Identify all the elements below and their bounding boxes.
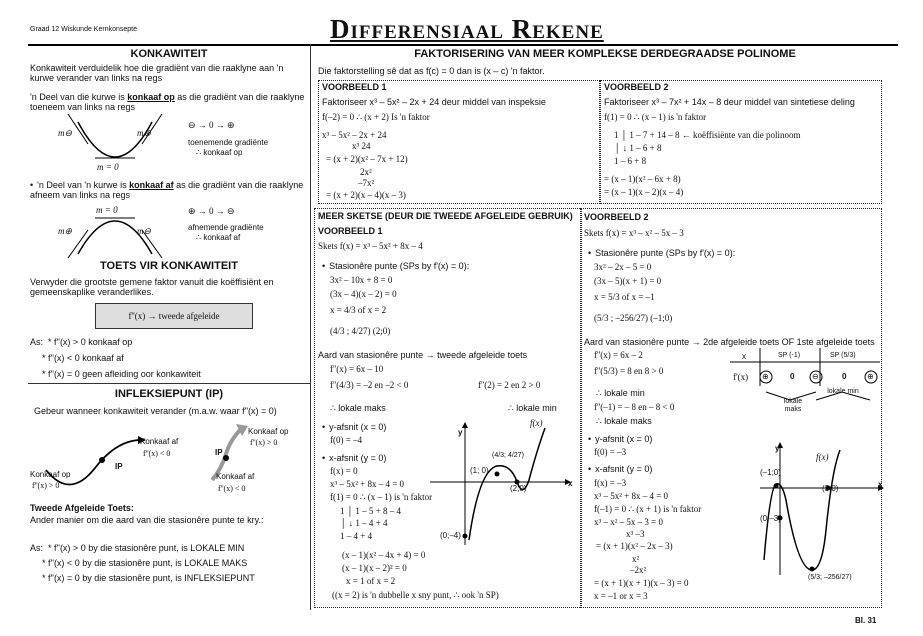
graph2-p4: (5/3; –256/27) xyxy=(808,574,852,581)
toets-as: As: xyxy=(30,337,44,347)
tbl-h2: SP (5/3) xyxy=(830,352,856,359)
tbl-c2: 0 xyxy=(790,372,795,381)
fakt-v2-l2: f(1) = 0 ∴ (x – 1) is 'n faktor xyxy=(604,112,707,122)
konkawiteit-title: KONKAWITEIT xyxy=(130,48,208,60)
tbl-r0: f'(x) xyxy=(733,372,749,382)
skets-v1-l16: 1 │ 1 – 5 + 8 – 4 xyxy=(340,506,401,516)
skets-v2-l16: f(–1) = 0 ∴ (x + 1) is 'n faktor xyxy=(594,504,702,514)
skets-v2-l14: f(x) = –3 xyxy=(594,478,627,488)
m-zero-label-2: m = 0 xyxy=(96,205,118,215)
tbl-c5: ⊕ xyxy=(867,372,874,381)
fakt-v1-l6: 2x² xyxy=(360,167,372,177)
fakt-v1-l2: f(–2) = 0 ∴ (x + 2) Is 'n faktor xyxy=(322,112,430,122)
gradient-sequence-up: ⊖ → 0 → ⊕ xyxy=(188,120,235,130)
tbl-lk1: lokale maks xyxy=(783,398,803,414)
skets-v2-l19: = (x + 1)(x² – 2x – 3) xyxy=(596,541,673,551)
skets-v1-l18: 1 – 4 + 4 xyxy=(340,531,373,541)
ip-rule-1: * f''(x) > 0 by die stasionêre punt, is LOKALE MIN xyxy=(48,543,245,553)
fakt-v2-l7: = (x – 1)(x – 2)(x – 4) xyxy=(604,187,684,197)
konkawiteit-p3: • 'n Deel van 'n kurwe is konkaaf af as die gradiënt van die raaklyne afneem van links na regs xyxy=(30,180,308,201)
header-rule xyxy=(28,44,898,46)
toets-rule-2: * f''(x) < 0 konkaaf af xyxy=(42,353,124,363)
m-plus-label-2: m⊕ xyxy=(58,226,73,236)
skets-v2-b1: • Stasionêre punte (SPs by f'(x) = 0): xyxy=(588,248,735,258)
tbl-c1: ⊕ xyxy=(762,372,769,381)
tbl-h1: SP (-1) xyxy=(778,352,801,359)
fakt-v1-l3: x³ – 5x² – 2x + 24 xyxy=(322,130,387,140)
graph1-p1: (1; 0) xyxy=(470,466,489,475)
ip1-konkaaf-op-cond: f''(x) > 0 xyxy=(32,481,60,490)
ip1-label: IP xyxy=(115,462,123,471)
tbl-h0: x xyxy=(742,352,746,361)
skets-v2-l12: f(0) = –3 xyxy=(594,447,627,457)
skets-v2-l5: (5/3 ; –256/27) (–1;0) xyxy=(594,313,673,323)
skets-v1-l13: f(x) = 0 xyxy=(330,466,358,476)
fakt-v2-l5: 1 – 6 + 8 xyxy=(614,156,647,166)
subject-label: Graad 12 Wiskunde Kernkonsepte xyxy=(30,26,138,33)
skets-v1-l22: ((x = 2) is 'n dubbelle x sny punt, ∴ ook 'n SP) xyxy=(332,590,499,600)
toets-rule-1: * f''(x) > 0 konkaaf op xyxy=(48,337,133,347)
ip-rule-2: * f''(x) < 0 by die stasionêre punt, is LOKALE MAKS xyxy=(42,558,248,568)
concave-down-label: ∴ konkaaf af xyxy=(196,233,241,242)
skets-v1-l15: f(1) = 0 ∴ (x – 1) is 'n faktor xyxy=(330,492,433,502)
m-zero-label: m = 0 xyxy=(97,162,119,172)
graph2-p1: (–1;0) xyxy=(760,468,781,477)
skets-v1-l6: Aard van stasionêre punte → tweede afgeleide toets xyxy=(318,350,528,360)
skets-v1-l14: x³ – 5x² + 8x – 4 = 0 xyxy=(330,479,405,489)
skets-v1-l1: Skets f(x) = x³ – 5x² + 8x – 4 xyxy=(318,241,423,251)
skets-v2-l9: ∴ lokale min xyxy=(596,388,645,398)
skets-v1-l21: x = 1 of x = 2 xyxy=(346,576,396,586)
m-minus-label-2: m⊖ xyxy=(137,226,152,236)
skets-v2-b2: • y-afsnit (x = 0) xyxy=(588,434,652,444)
skets-v2-l4: x = 5/3 of x = –1 xyxy=(594,292,655,302)
graph1-y: y xyxy=(458,428,463,437)
skets-title: MEER SKETSE (DEUR DIE TWEEDE AFGELEIDE GEBRUIK) xyxy=(318,211,573,221)
ip-definition: Gebeur wanneer konkawiteit verander (m.a.w. waar f''(x) = 0) xyxy=(34,406,277,416)
skets-v1-l8: f''(4/3) = –2 en –2 < 0 xyxy=(330,380,409,390)
gradient-sequence-down: ⊕ → 0 → ⊖ xyxy=(188,206,235,216)
graph2-p3: (0;–3) xyxy=(760,514,781,523)
skets-v2-l7: f''(x) = 6x – 2 xyxy=(594,350,643,360)
ip2-konkaaf-af: Konkaaf af xyxy=(216,472,255,481)
skets-v1-l10: ∴ lokale maks xyxy=(330,403,386,413)
skets-v2-l3: (3x – 5)(x + 1) = 0 xyxy=(594,276,662,286)
skets-v2-l1: Skets f(x) = x³ – x² – 5x – 3 xyxy=(584,228,684,238)
ip1-konkaaf-af: Konkaaf af xyxy=(140,437,179,446)
skets-v2-l22: = (x + 1)(x + 1)(x – 3) = 0 xyxy=(594,578,689,588)
konkawiteit-p1: Konkawiteit verduidelik hoe die gradiënt van die raaklyne aan 'n kurwe verander van links na regs xyxy=(30,63,284,84)
skets-v1-b3: • x-afsnit (y = 0) xyxy=(322,453,386,463)
fakt-title: FAKTORISERING VAN MEER KOMPLEKSE DERDEGRAADSE POLINOME xyxy=(414,48,796,60)
skets-v1-l11: ∴ lokale min xyxy=(508,403,557,413)
skets-v2-l17: x³ – x² – 5x – 3 = 0 xyxy=(594,517,663,527)
skets-v2-l2: 3x² – 2x – 5 = 0 xyxy=(594,262,652,272)
ip-title: INFLEKSIEPUNT (IP) xyxy=(114,388,224,400)
ip2-konkaaf-op-cond: f''(x) > 0 xyxy=(250,438,278,447)
toets-p1: Verwyder die grootste gemene faktor vanuit die koëffisiënt en gemeenskaplike veranderlikes. xyxy=(30,277,274,298)
m-minus-label: m⊖ xyxy=(58,128,73,138)
toets-rule-3: * f''(x) = 0 geen afleiding oor konkawiteit xyxy=(42,369,201,379)
graph1-x: x xyxy=(568,479,573,488)
decreasing-label: afnemende gradiënte xyxy=(188,223,264,232)
tbl-lk2: lokale min xyxy=(827,388,859,395)
skets-v2-l21: –2x² xyxy=(630,565,647,575)
fakt-v1-l1: Faktoriseer x³ – 5x² – 2x + 24 deur middel van inspeksie xyxy=(322,97,546,107)
graph1-p4: (0;–4) xyxy=(440,531,461,540)
graph1-p2: (4/3; 4/27) xyxy=(492,452,524,459)
konkawiteit-p2: 'n Deel van die kurwe is konkaaf op as die gradiënt van die raaklyne toeneem van links na regs xyxy=(30,92,305,113)
left-divider xyxy=(28,383,310,384)
tbl-c3: ⊖ xyxy=(812,372,819,381)
fakt-v1-title: VOORBEELD 1 xyxy=(322,82,387,92)
graph2-p2: (3;0) xyxy=(822,484,839,493)
concave-up-label: ∴ konkaaf op xyxy=(196,148,243,157)
ip-rule-3: * f''(x) = 0 by die stasionêre punt, is INFLEKSIEPUNT xyxy=(42,573,255,583)
m-plus-label: m⊕ xyxy=(137,128,152,138)
skets-v1-l17: │ ↓ 1 – 4 + 4 xyxy=(340,518,388,528)
fakt-v2-title: VOORBEELD 2 xyxy=(604,82,669,92)
skets-v1-l2: 3x² – 10x + 8 = 0 xyxy=(330,275,393,285)
ip1-konkaaf-op: Konkaaf op xyxy=(30,470,71,479)
skets-v2-l18: x³ –3 xyxy=(626,529,645,539)
toets-title: TOETS VIR KONKAWITEIT xyxy=(100,260,238,272)
fakt-v1-l4: x³ 24 xyxy=(352,141,371,151)
skets-v1-l9: f''(2) = 2 en 2 > 0 xyxy=(478,380,541,390)
skets-v2-l8: f''(5/3) = 8 en 8 > 0 xyxy=(594,366,664,376)
skets-v2-l6: Aard van stasionêre punte → 2de afgeleide toets OF 1ste afgeleide toets xyxy=(584,337,875,347)
skets-v2-b3: • x-afsnit (y = 0) xyxy=(588,464,652,474)
skets-v2-l11: ∴ lokale maks xyxy=(596,416,652,426)
tbl-c4: 0 xyxy=(842,372,847,381)
fakt-v1-l7: –7x² xyxy=(358,178,375,188)
fakt-v2-l3: 1 │ 1 – 7 + 14 – 8 ← koëffisiënte van die polinoom xyxy=(614,130,801,140)
skets-v1-l7: f''(x) = 6x – 10 xyxy=(330,364,384,374)
skets-v2-l10: f''(–1) = – 8 en – 8 < 0 xyxy=(594,402,675,412)
graph1-p3: (2;0) xyxy=(510,484,527,493)
skets-v1-b1: • Stasionêre punte (SPs by f'(x) = 0): xyxy=(322,261,469,271)
skets-v1-l5: (4/3 ; 4/27) (2;0) xyxy=(330,326,391,336)
skets-v2-l20: x² xyxy=(632,554,640,564)
fakt-intro: Die faktorstelling sê dat as f(c) = 0 dan is (x – c) 'n faktor. xyxy=(318,66,545,76)
fakt-v1-l5: = (x + 2)(x² – 7x + 12) xyxy=(326,154,408,164)
second-derivative-box: f''(x) → tweede afgeleide xyxy=(95,303,253,329)
increasing-label: toenemende gradiënte xyxy=(188,138,269,147)
skets-v1-title: VOORBEELD 1 xyxy=(318,226,383,236)
column-divider xyxy=(310,44,311,610)
page-number: Bl. 31 xyxy=(855,616,877,625)
fakt-v1-l8: = (x + 2)(x – 4)(x – 3) xyxy=(326,190,406,200)
ip1-konkaaf-af-cond: f''(x) < 0 xyxy=(143,449,171,458)
graph2-fx: f(x) xyxy=(816,452,829,462)
skets-v2-l15: x³ – 5x² + 8x – 4 = 0 xyxy=(594,491,669,501)
tweede-afgeleide-intro: Ander manier om die aard van die stasionêre punte te kry.: xyxy=(30,515,264,525)
fakt-v2-l6: = (x – 1)(x² – 6x + 8) xyxy=(604,174,681,184)
skets-v2-l23: x = –1 or x = 3 xyxy=(594,591,648,601)
skets-v2-title: VOORBEELD 2 xyxy=(584,212,649,222)
fakt-v2-l1: Faktoriseer x³ – 7x² + 14x – 8 deur middel van sintetiese deling xyxy=(604,97,855,107)
skets-v1-l4: x = 4/3 of x = 2 xyxy=(330,305,387,315)
ip2-konkaaf-op: Konkaaf op xyxy=(248,427,289,436)
tweede-afgeleide-toets: Tweede Afgeleide Toets: xyxy=(30,503,134,513)
ip2-konkaaf-af-cond: f''(x) < 0 xyxy=(218,484,246,493)
graph1-fx: f(x) xyxy=(530,418,543,428)
graph2-y: y xyxy=(775,444,780,453)
fakt-v2-l4: │ ↓ 1 – 6 + 8 xyxy=(614,143,662,153)
graph2-x: x xyxy=(878,480,883,489)
skets-v1-l20: (x – 1)(x – 2)² = 0 xyxy=(342,563,407,573)
skets-v1-l19: (x – 1)(x² – 4x + 4) = 0 xyxy=(342,550,426,560)
page-title: Differensiaal Rekene xyxy=(330,14,604,44)
ip-as: As: xyxy=(30,543,44,553)
skets-v1-l3: (3x – 4)(x – 2) = 0 xyxy=(330,289,397,299)
ip2-label: IP xyxy=(215,448,223,457)
skets-v1-b2: • y-afsnit (x = 0) xyxy=(322,422,386,432)
skets-v1-l12: f(0) = –4 xyxy=(330,435,363,445)
